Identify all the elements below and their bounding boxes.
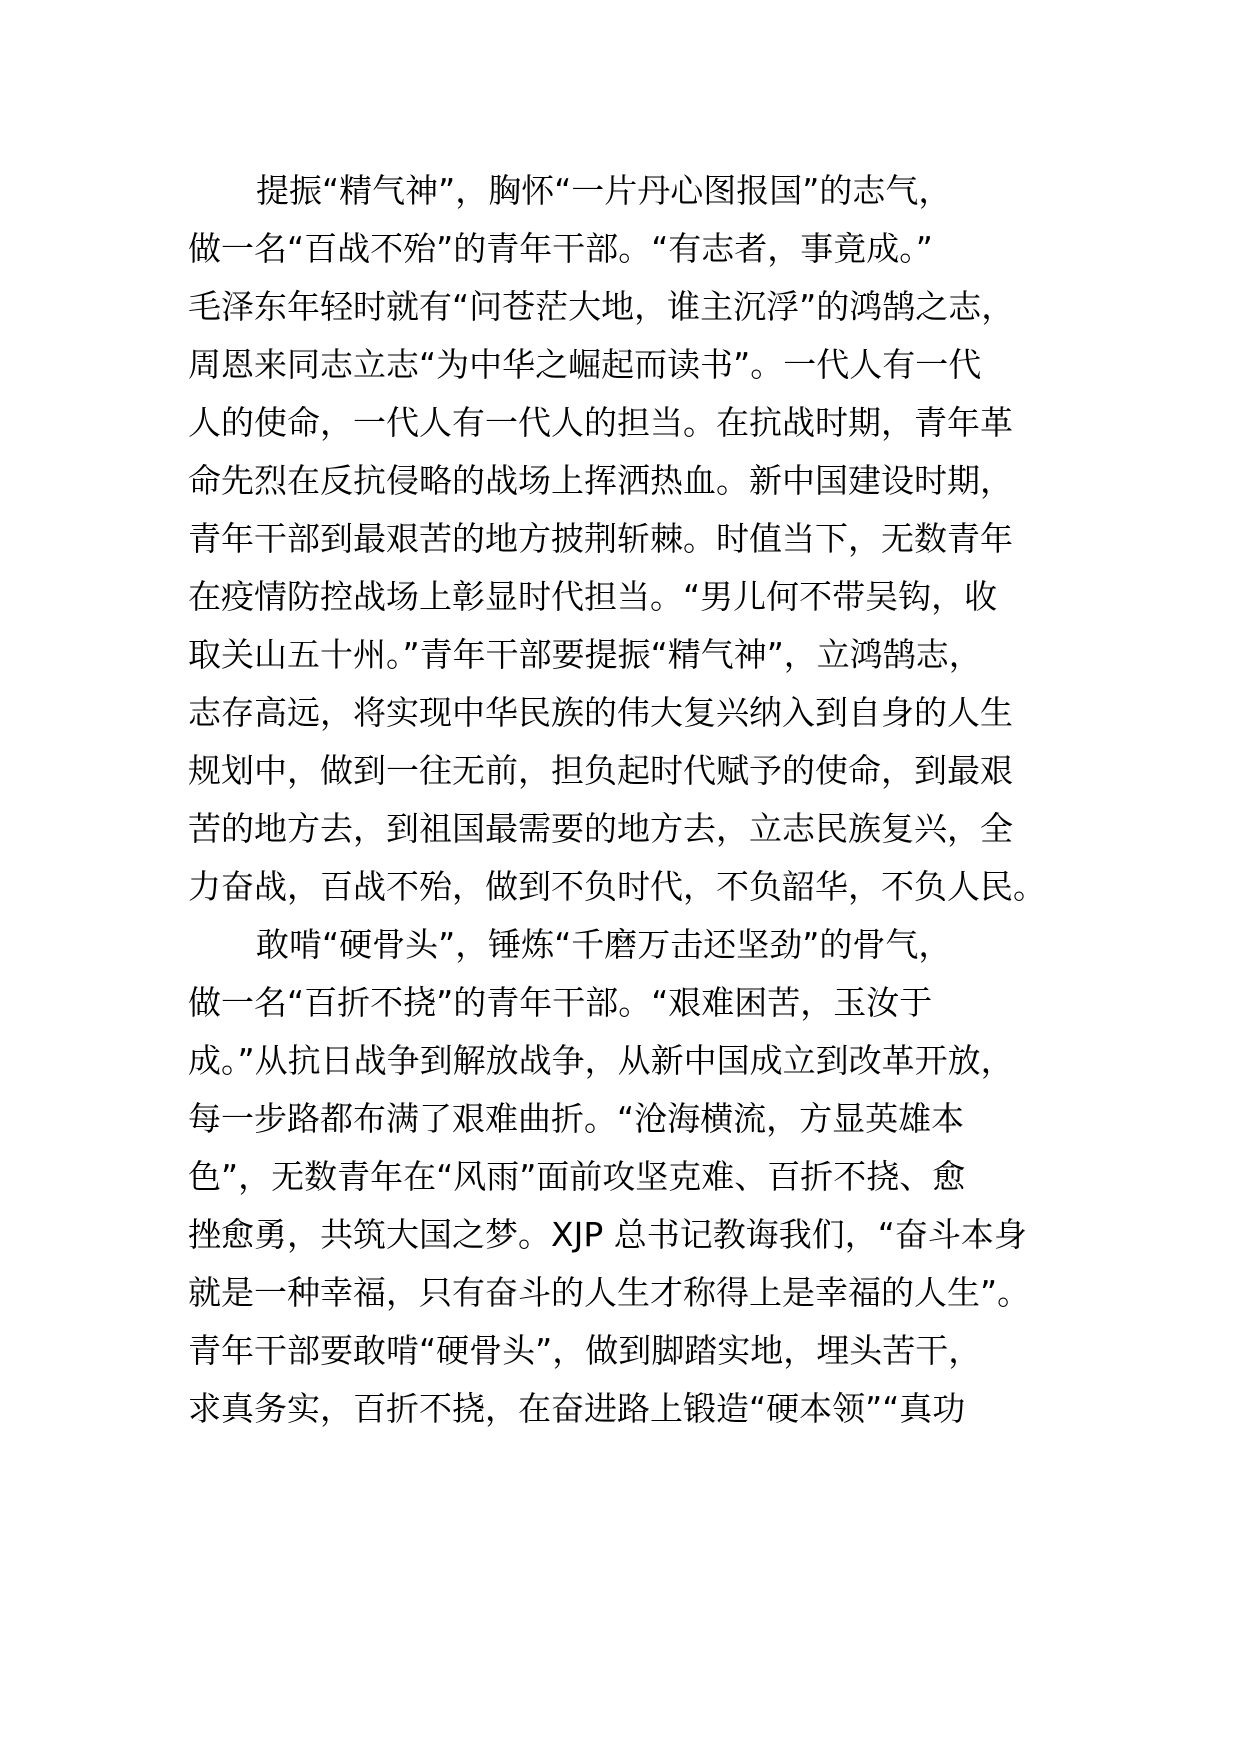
paragraph-1-line-3: 毛泽东年轻时就有“问苍茫大地，谁主沉浮”的鸿鹄之志， [188, 287, 1015, 326]
paragraph-1-line-6: 命先烈在反抗侵略的战场上挥洒热血。新中国建设时期， [188, 461, 1013, 500]
paragraph-2-line-7: 就是一种幸福，只有奋斗的人生才称得上是幸福的人生”。 [188, 1273, 1031, 1312]
paragraph-2-line-6: 挫愈勇，共筑大国之梦。XJP 总书记教诲我们，“奋斗本身 [188, 1215, 1027, 1254]
paragraph-2-line-5: 色”，无数青年在“风雨”面前攻坚克难、百折不挠、愈 [188, 1157, 966, 1196]
paragraph-1-line-10: 志存高远，将实现中华民族的伟大复兴纳入到自身的人生 [188, 693, 1013, 732]
paragraph-1-line-4: 周恩来同志立志“为中华之崛起而读书”。一代人有一代 [188, 345, 982, 384]
paragraph-1-line-1: 提振“精气神”，胸怀“一片丹心图报国”的志气， [256, 171, 952, 210]
paragraph-1-line-11: 规划中，做到一往无前，担负起时代赋予的使命，到最艰 [188, 751, 1013, 790]
paragraph-1-line-2: 做一名“百战不殆”的青年干部。“有志者，事竟成。” [188, 229, 933, 268]
paragraph-2-line-9: 求真务实，百折不挠，在奋进路上锻造“硬本领”“真功 [188, 1389, 966, 1428]
paragraph-2-line-2: 做一名“百折不挠”的青年干部。“艰难困苦，玉汝于 [188, 983, 933, 1022]
paragraph-2-line-3: 成。”从抗日战争到解放战争，从新中国成立到改革开放， [188, 1041, 1014, 1080]
paragraph-2-line-8: 青年干部要敢啃“硬骨头”，做到脚踏实地，埋头苦干， [188, 1331, 982, 1370]
paragraph-1-line-12: 苦的地方去，到祖国最需要的地方去，立志民族复兴，全 [188, 809, 1013, 848]
paragraph-1-line-8: 在疫情防控战场上彰显时代担当。“男儿何不带吴钩，收 [188, 577, 998, 616]
paragraph-1-line-5: 人的使命，一代人有一代人的担当。在抗战时期，青年革 [188, 403, 1013, 442]
paragraph-1-line-9: 取关山五十州。”青年干部要提振“精气神”，立鸿鹄志， [188, 635, 982, 674]
paragraph-2-line-1: 敢啃“硬骨头”，锤炼“千磨万击还坚劲”的骨气， [256, 925, 952, 964]
paragraph-1-line-7: 青年干部到最艰苦的地方披荆斩棘。时值当下，无数青年 [188, 519, 1013, 558]
paragraph-2-line-4: 每一步路都布满了艰难曲折。“沧海横流，方显英雄本 [188, 1099, 965, 1138]
paragraph-1-line-13: 力奋战，百战不殆，做到不负时代，不负韶华，不负人民。 [188, 867, 1046, 906]
